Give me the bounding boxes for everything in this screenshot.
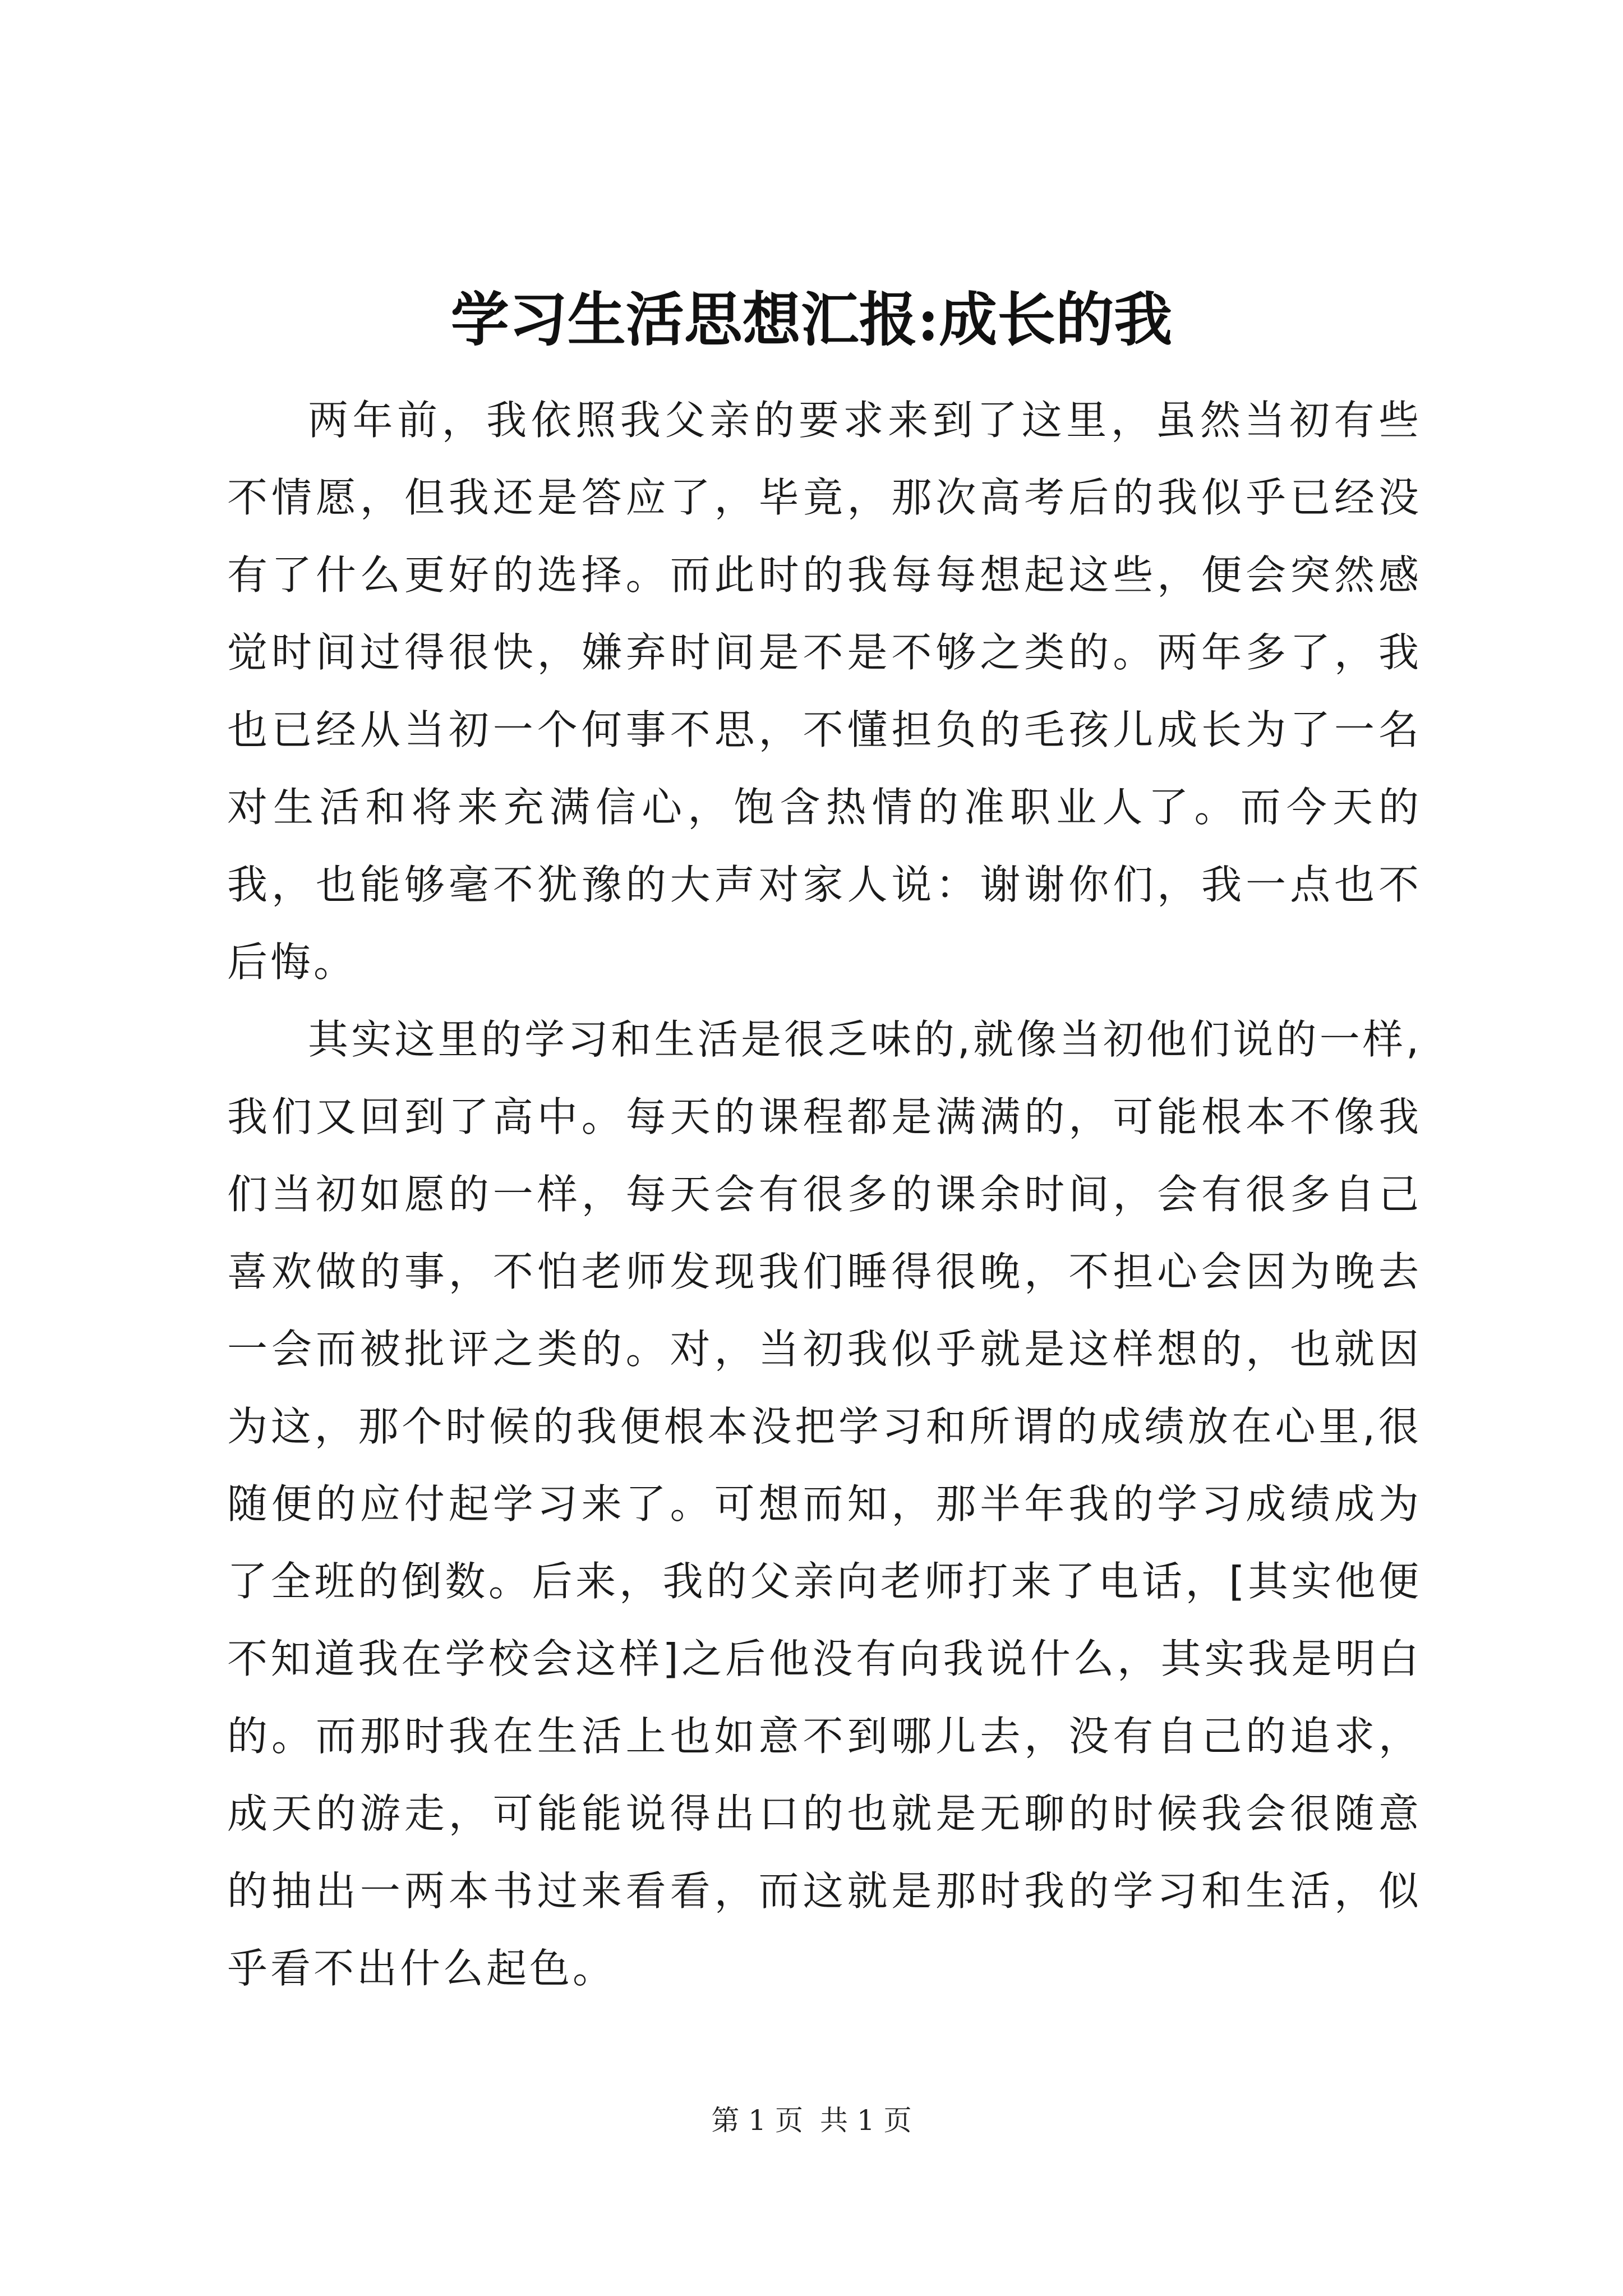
document-body bbox=[227, 381, 1422, 2007]
paragraph: 两年前，我依照我父亲的要求来到了这里，虽然当初有些不情愿，但我还是答应了，毕竟，那次高考后的我似乎已经没有了什么更好的选择。而此时的我每每想起这些，便会突然感觉时间过得很快，嫌弃时间是不是不够之类的。两年多了，我也已经从当初一个何事不思，不懂担负的毛孩儿成长为了一名对生活和将来充满信心，饱含热情的准职业人了。而今天的我，也能够毫不犹豫的大声对家人说：谢谢你们，我一点也不后悔。 bbox=[227, 397, 1422, 986]
page-number-total: 共 1 页 bbox=[820, 2104, 912, 2137]
document-title: 学习生活思想汇报:成长的我 bbox=[450, 285, 1173, 354]
paragraph: 其实这里的学习和生活是很乏味的,就像当初他们说的一样,我们又回到了高中。每天的课程都是满满的，可能根本不像我们当初如愿的一样，每天会有很多的课余时间，会有很多自己喜欢做的事，不怕老师发现我们睡得很晚，不担心会因为晚去一会而被批评之类的。对，当初我似乎就是这样想的，也就因为这，那个时候的我便根本没把学习和所谓的成绩放在心里,很随便的应付起学习来了。可想而知，那半年我的学习成绩成为了全班的倒数。后来，我的父亲向老师打来了电话，[其实他便不知道我在学校会这样]之后他没有向我说什么，其实我是明白的。而那时我在生活上也如意不到哪儿去，没有自己的追求，成天的游走，可能能说得出口的也就是无聊的时候我会很随意的抽出一两本书过来看看，而这就是那时我的学习和生活，似乎看不出什么起色。 bbox=[227, 1016, 1422, 1992]
page-number-current: 第 1 页 bbox=[711, 2104, 803, 2137]
page-footer bbox=[0, 2101, 1623, 2140]
